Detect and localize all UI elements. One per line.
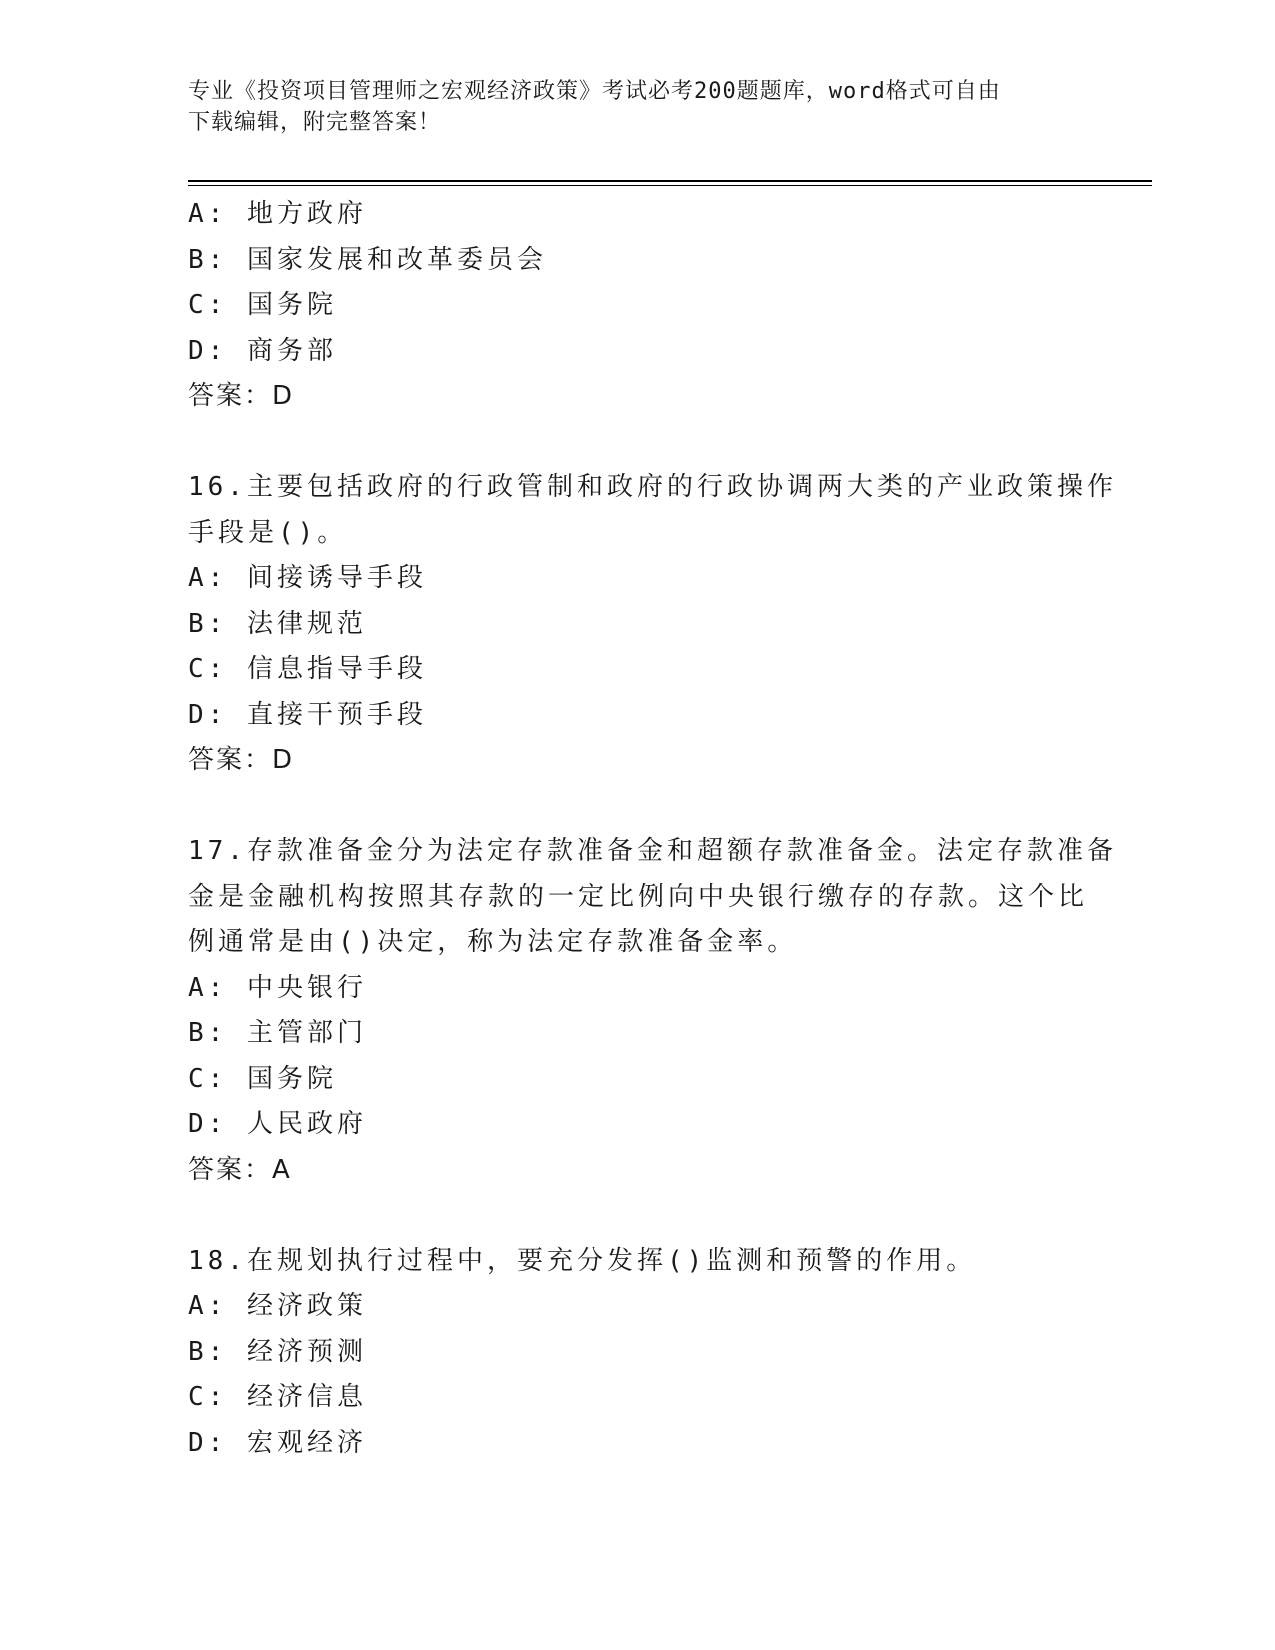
header-line-1: 专业《投资项目管理师之宏观经济政策》考试必考200题题库，word格式可自由 — [188, 79, 1001, 104]
option-c: C: 国务院 — [188, 290, 337, 320]
question-18-block — [188, 1239, 1088, 1467]
option-b: B: 法律规范 — [188, 608, 367, 639]
header-rule-thick — [188, 180, 1152, 182]
document-header — [188, 76, 1068, 138]
spacer — [188, 420, 1088, 466]
option-d: D: 宏观经济 — [188, 1427, 367, 1458]
header-rule-thin — [188, 185, 1152, 186]
answer-line: 答案：A — [188, 1154, 292, 1185]
option-c: C: 信息指导手段 — [188, 654, 427, 684]
option-a: A: 经济政策 — [188, 1291, 367, 1321]
option-c: C: 经济信息 — [188, 1382, 367, 1412]
spacer — [188, 784, 1088, 830]
option-a: A: 地方政府 — [188, 199, 367, 229]
option-d: D: 人民政府 — [188, 1109, 367, 1139]
question-stem: 17.存款准备金分为法定存款准备金和超额存款准备金。法定存款准备 — [188, 836, 1117, 866]
option-b: B: 主管部门 — [188, 1018, 367, 1048]
question-17-block — [188, 829, 1117, 1193]
option-a: A: 间接诱导手段 — [188, 563, 427, 593]
question-stem: 金是金融机构按照其存款的一定比例向中央银行缴存的存款。这个比 — [188, 881, 1089, 912]
answer-line: 答案：D — [188, 381, 295, 411]
option-b: B: 经济预测 — [188, 1336, 367, 1367]
question-16-block — [188, 465, 1117, 784]
question-stem: 18.在规划执行过程中，要充分发挥()监测和预警的作用。 — [188, 1245, 977, 1276]
option-d: D: 直接干预手段 — [188, 699, 427, 730]
option-c: C: 国务院 — [188, 1063, 337, 1094]
question-list — [188, 192, 1117, 1466]
header-line-2: 下载编辑，附完整答案！ — [188, 110, 442, 135]
spacer — [188, 1193, 1088, 1239]
option-d: D: 商务部 — [188, 335, 337, 366]
question-stem: 例通常是由()决定，称为法定存款准备金率。 — [188, 927, 798, 957]
answer-line: 答案：D — [188, 745, 295, 775]
question-stem: 16.主要包括政府的行政管制和政府的行政协调两大类的产业政策操作 — [188, 472, 1117, 502]
question-15-block — [188, 192, 1088, 420]
question-stem: 手段是()。 — [188, 517, 348, 548]
option-a: A: 中央银行 — [188, 972, 367, 1003]
option-b: B: 国家发展和改革委员会 — [188, 244, 547, 275]
